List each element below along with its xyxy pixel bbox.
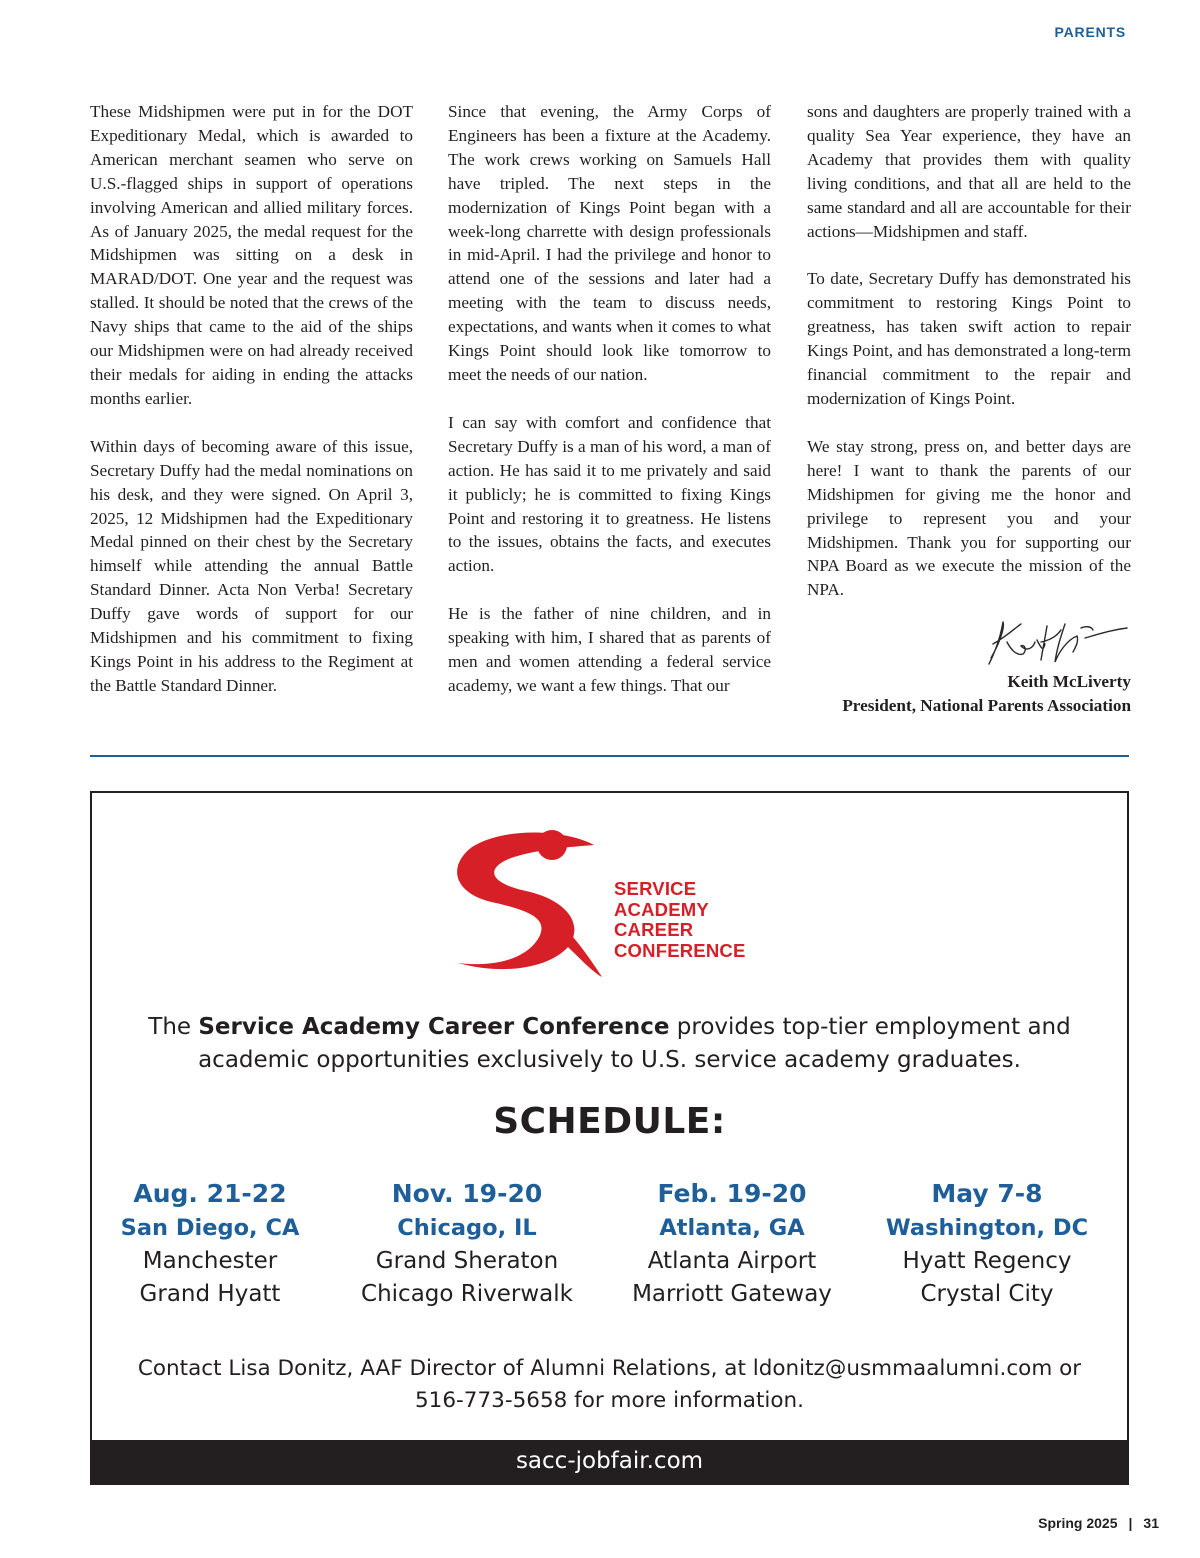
- event-venue: Hyatt Regency: [902, 1248, 1072, 1274]
- event-date: May 7-8: [931, 1179, 1043, 1208]
- signer-name: Keith McLiverty: [1007, 672, 1131, 692]
- event-city: Atlanta, GA: [659, 1215, 805, 1241]
- logo-line: CONFERENCE: [614, 939, 746, 961]
- event-date: Feb. 19-20: [657, 1179, 807, 1208]
- page-footer: [1038, 1515, 1159, 1531]
- event-venue: Manchester: [142, 1248, 278, 1274]
- intro-bold-name: Service Academy Career Conference: [198, 1014, 670, 1040]
- contact-line: Contact Lisa Donitz, AAF Director of Alumni Relations, at ldonitz@usmmaalumni.com or: [137, 1356, 1082, 1381]
- schedule-item: [602, 1177, 862, 1311]
- logo-line: ACADEMY: [614, 898, 709, 920]
- ad-intro: [92, 1011, 1127, 1077]
- event-date: Nov. 19-20: [391, 1179, 543, 1208]
- sacc-logo-figure-icon: [444, 823, 614, 983]
- paragraph: I can say with comfort and confidence that Secretary Duffy is a man of his word, a man of action. He has said it to me privately and said it publicly; he is committed to fixing Kings Point and restoring it to greatness. He listens to the issues, obtains the facts, and executes action.: [448, 412, 771, 576]
- paragraph: sons and daughters are properly trained with a quality Sea Year experience, they have an Academy that provides them with quality living conditions, and that all are held to the same standard and all are accountable for their actions—Midshipmen and staff.: [807, 102, 1131, 241]
- contact-info: [92, 1353, 1127, 1417]
- schedule-heading: SCHEDULE:: [493, 1101, 726, 1142]
- event-venue: Atlanta Airport: [647, 1248, 817, 1274]
- article-body: [90, 100, 1131, 716]
- paragraph: Within days of becoming aware of this issue, Secretary Duffy had the medal nominations on his desk, and they were signed. On April 3, 2025, 12 Midshipmen had the Expeditionary Medal pinned on their chest by the Secretary himself while attending the annual Battle Standard Dinner. Acta Non Verba! Secretary Duffy gave words of support for our Midshipmen and his commitment to fixing Kings Point in his address to the Regiment at the Battle Standard Dinner.: [90, 436, 413, 695]
- event-city: Washington, DC: [885, 1215, 1089, 1241]
- sacc-logo-wordmark: [614, 879, 746, 961]
- sacc-advertisement: [90, 791, 1129, 1485]
- article-column-2: [448, 100, 771, 722]
- intro-text: The: [148, 1014, 199, 1040]
- section-divider: [90, 755, 1129, 757]
- signer-title: President, National Parents Association: [842, 696, 1131, 716]
- event-venue: Marriott Gateway: [632, 1281, 832, 1307]
- page-number: 31: [1143, 1515, 1159, 1531]
- section-label: PARENTS: [1054, 24, 1126, 40]
- logo-line: SERVICE: [614, 878, 697, 899]
- paragraph: We stay strong, press on, and better days are here! I want to thank the parents of our Midshipmen for giving me the honor and privilege to represent you and your Midshipmen. Thank you for supporting our NPA Board as we execute the mission of the NPA.: [807, 436, 1131, 600]
- schedule-list: [92, 1177, 1127, 1317]
- event-venue: Grand Sheraton: [375, 1248, 559, 1274]
- paragraph: Since that evening, the Army Corps of Engineers has been a fixture at the Academy. The work crews working on Samuels Hall have tripled. The next steps in the modernization of Kings Point began with a week-long charrette with design professionals in mid-April. I had the privilege and honor to attend one of the sessions and later had a meeting with the team to discuss needs, expectations, and wants when it comes to what Kings Point should look like tomorrow to meet the needs of our nation.: [448, 102, 771, 384]
- event-venue: Crystal City: [920, 1281, 1054, 1307]
- footer-separator: |: [1128, 1515, 1133, 1531]
- event-city: Chicago, IL: [397, 1215, 537, 1241]
- issue-label: Spring 2025: [1038, 1515, 1118, 1531]
- article-column-3: [807, 100, 1131, 718]
- paragraph: He is the father of nine children, and in speaking with him, I shared that as parents of men and women attending a federal service academy, we want a few things. That our: [448, 604, 771, 695]
- handwritten-signature: [981, 614, 1131, 670]
- website-banner: sacc-jobfair.com: [92, 1440, 1127, 1483]
- event-venue: Grand Hyatt: [139, 1281, 281, 1307]
- schedule-item: [80, 1177, 340, 1311]
- article-column-1: [90, 100, 413, 722]
- sacc-logo: [444, 823, 764, 983]
- event-date: Aug. 21-22: [133, 1179, 287, 1208]
- paragraph: These Midshipmen were put in for the DOT Expeditionary Medal, which is awarded to American merchant seamen who serve on U.S.-flagged ships in support of operations involving American and allied military forces. As of January 2025, the medal request for the Midshipmen was sitting on a desk in MARAD/DOT. One year and the request was stalled. It should be noted that the crews of the Navy ships that came to the aid of the ships our Midshipmen were on had already received their medals for aiding in ending the attacks months earlier.: [90, 102, 413, 408]
- paragraph: To date, Secretary Duffy has demonstrated his commitment to restoring Kings Point to greatness, has taken swift action to repair Kings Point, and has demonstrated a long-term financial commitment to the repair and modernization of Kings Point.: [807, 269, 1131, 408]
- contact-line: 516-773-5658 for more information.: [415, 1388, 804, 1413]
- event-city: San Diego, CA: [120, 1215, 300, 1241]
- event-venue: Chicago Riverwalk: [361, 1281, 573, 1307]
- logo-line: CAREER: [614, 919, 694, 940]
- intro-text: provides top-tier employment and academic opportunities exclusively to U.S. service academy graduates.: [198, 1014, 1071, 1073]
- schedule-item: [857, 1177, 1117, 1311]
- schedule-item: [337, 1177, 597, 1311]
